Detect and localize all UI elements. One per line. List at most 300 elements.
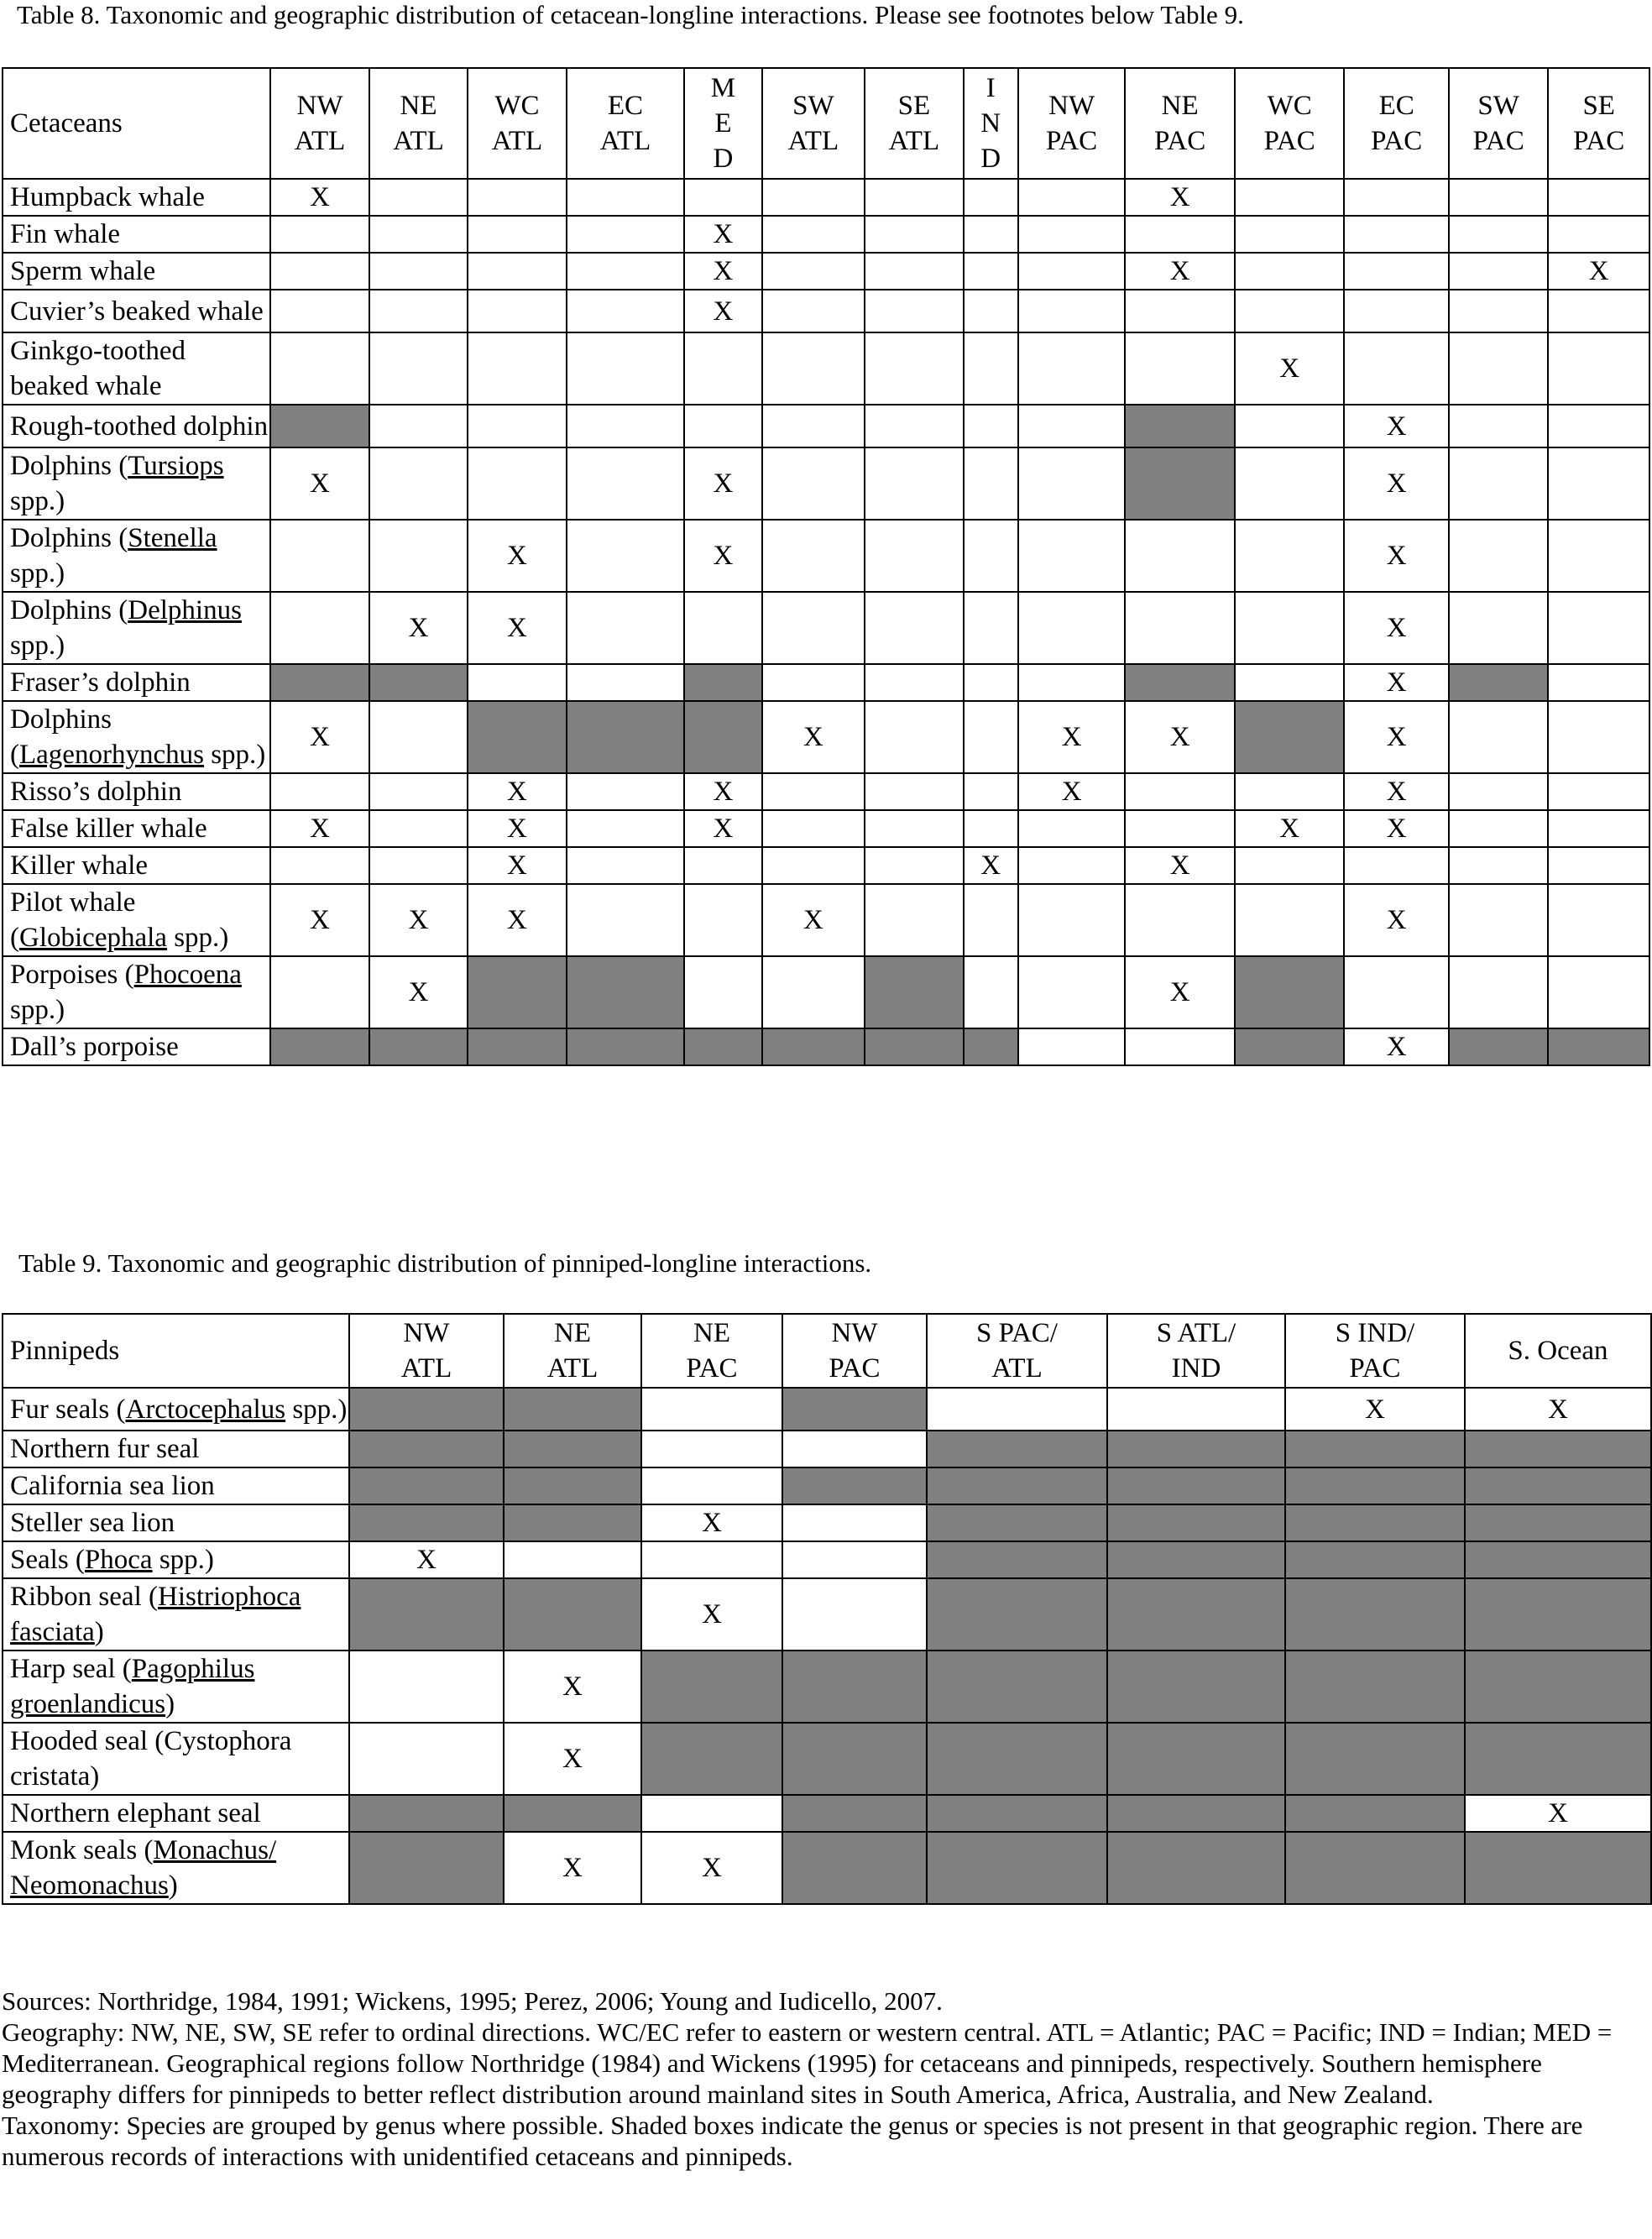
empty-cell (762, 447, 865, 520)
species-name: Killer whale (3, 847, 270, 884)
interaction-mark: X (1018, 773, 1126, 810)
interaction-mark: X (270, 447, 369, 520)
empty-cell (1449, 592, 1548, 664)
empty-cell (270, 332, 369, 405)
species-name: Dolphins (Stenella spp.) (3, 520, 270, 592)
empty-cell (782, 1431, 927, 1467)
empty-cell (641, 1795, 782, 1832)
empty-cell (1235, 847, 1345, 884)
empty-cell (369, 216, 468, 253)
empty-cell (1449, 179, 1548, 216)
footnote-geography: Geography: NW, NE, SW, SE refer to ordinal directions. WC/EC refer to eastern or western central. ATL = Atlantic; PAC = Pacific; IND = Indian; MED = Mediterranean. Geographical regions follow Northridge (1984) and Wickens (1995) for cetaceans and pinnipeds, respectively. Southern hemisphere geography differs for pinnipeds to better reflect distribution around mainland sites in South America, Africa, Australia, and New Zealand. (2, 2017, 1613, 2109)
shaded-cell (1107, 1650, 1285, 1723)
shaded-cell (349, 1832, 504, 1904)
empty-cell (964, 773, 1018, 810)
empty-cell (964, 884, 1018, 956)
interaction-mark: X (1344, 884, 1449, 956)
interaction-mark: X (641, 1832, 782, 1904)
empty-cell (369, 701, 468, 773)
empty-cell (1018, 332, 1126, 405)
table9-caption: Table 9. Taxonomic and geographic distribution of pinniped-longline interactions. (18, 1248, 872, 1278)
table-row (3, 179, 1649, 216)
species-name: Ginkgo-toothed beaked whale (3, 332, 270, 405)
empty-cell (270, 520, 369, 592)
table-row (3, 1541, 1651, 1578)
shaded-cell (1107, 1504, 1285, 1541)
empty-cell (684, 884, 761, 956)
species-name: Pilot whale (Globicephala spp.) (3, 884, 270, 956)
empty-cell (468, 216, 566, 253)
empty-cell (1344, 290, 1449, 332)
empty-cell (1018, 253, 1126, 290)
shaded-cell (1465, 1431, 1651, 1467)
empty-cell (782, 1504, 927, 1541)
interaction-mark: X (1125, 701, 1235, 773)
empty-cell (369, 810, 468, 847)
shaded-cell (1285, 1578, 1465, 1650)
interaction-mark: X (468, 520, 566, 592)
empty-cell (1449, 216, 1548, 253)
empty-cell (762, 847, 865, 884)
species-name: Porpoises (Phocoena spp.) (3, 956, 270, 1028)
shaded-cell (1107, 1541, 1285, 1578)
shaded-cell (762, 1028, 865, 1065)
empty-cell (1235, 216, 1345, 253)
table-row (3, 332, 1649, 405)
empty-cell (567, 884, 685, 956)
region-header: S ATL/ IND (1107, 1314, 1285, 1388)
interaction-mark: X (468, 847, 566, 884)
shaded-cell (1465, 1723, 1651, 1795)
empty-cell (964, 520, 1018, 592)
region-header: I N D (964, 68, 1018, 179)
empty-cell (1548, 405, 1649, 447)
region-header: NW PAC (1018, 68, 1126, 179)
empty-cell (1344, 216, 1449, 253)
empty-cell (641, 1467, 782, 1504)
empty-cell (865, 405, 963, 447)
shaded-cell (927, 1541, 1107, 1578)
empty-cell (964, 810, 1018, 847)
empty-cell (782, 1541, 927, 1578)
empty-cell (762, 290, 865, 332)
empty-cell (1548, 810, 1649, 847)
table-footnotes (2, 1985, 1647, 2172)
empty-cell (567, 664, 685, 701)
table-row (3, 701, 1649, 773)
empty-cell (1449, 810, 1548, 847)
shaded-cell (468, 956, 566, 1028)
species-name: Fin whale (3, 216, 270, 253)
species-name: Dolphins (Delphinus spp.) (3, 592, 270, 664)
empty-cell (270, 592, 369, 664)
empty-cell (684, 332, 761, 405)
empty-cell (1018, 405, 1126, 447)
empty-cell (1018, 847, 1126, 884)
region-header: NE PAC (1125, 68, 1235, 179)
empty-cell (567, 290, 685, 332)
empty-cell (567, 332, 685, 405)
empty-cell (865, 216, 963, 253)
empty-cell (1125, 592, 1235, 664)
cetacean-header: Cetaceans (3, 68, 270, 179)
shaded-cell (270, 664, 369, 701)
empty-cell (641, 1388, 782, 1431)
empty-cell (964, 664, 1018, 701)
interaction-mark: X (349, 1541, 504, 1578)
shaded-cell (1285, 1650, 1465, 1723)
empty-cell (504, 1541, 641, 1578)
empty-cell (1449, 520, 1548, 592)
shaded-cell (865, 1028, 963, 1065)
species-name: Fur seals (Arctocephalus spp.) (3, 1388, 349, 1431)
shaded-cell (504, 1795, 641, 1832)
empty-cell (369, 773, 468, 810)
empty-cell (1018, 520, 1126, 592)
empty-cell (1235, 290, 1345, 332)
region-header: EC ATL (567, 68, 685, 179)
table-row (3, 405, 1649, 447)
shaded-cell (1107, 1431, 1285, 1467)
empty-cell (1018, 664, 1126, 701)
cetacean-table-body (3, 179, 1649, 1065)
interaction-mark: X (684, 253, 761, 290)
shaded-cell (684, 1028, 761, 1065)
species-name: Ribbon seal (Histriophoca fasciata) (3, 1578, 349, 1650)
shaded-cell (1465, 1467, 1651, 1504)
shaded-cell (927, 1832, 1107, 1904)
shaded-cell (349, 1431, 504, 1467)
interaction-mark: X (1235, 332, 1345, 405)
shaded-cell (865, 956, 963, 1028)
table-row (3, 1795, 1651, 1832)
region-header: NE ATL (504, 1314, 641, 1388)
interaction-mark: X (1344, 810, 1449, 847)
empty-cell (684, 405, 761, 447)
shaded-cell (1235, 701, 1345, 773)
shaded-cell (1465, 1650, 1651, 1723)
empty-cell (1018, 592, 1126, 664)
empty-cell (865, 810, 963, 847)
shaded-cell (782, 1832, 927, 1904)
shaded-cell (349, 1504, 504, 1541)
empty-cell (1548, 956, 1649, 1028)
shaded-cell (782, 1467, 927, 1504)
empty-cell (1548, 773, 1649, 810)
empty-cell (468, 447, 566, 520)
interaction-mark: X (684, 290, 761, 332)
table-row (3, 447, 1649, 520)
interaction-mark: X (504, 1832, 641, 1904)
shaded-cell (349, 1795, 504, 1832)
empty-cell (1344, 956, 1449, 1028)
empty-cell (1344, 253, 1449, 290)
interaction-mark: X (641, 1578, 782, 1650)
empty-cell (1344, 332, 1449, 405)
table8-caption: Table 8. Taxonomic and geographic distribution of cetacean-longline interactions. Please see footnotes below Table 9. (17, 0, 1244, 29)
species-name: Humpback whale (3, 179, 270, 216)
shaded-cell (468, 701, 566, 773)
species-name: Harp seal (Pagophilus groenlandicus) (3, 1650, 349, 1723)
empty-cell (762, 664, 865, 701)
interaction-mark: X (1344, 773, 1449, 810)
shaded-cell (1285, 1504, 1465, 1541)
interaction-mark: X (1344, 701, 1449, 773)
interaction-mark: X (369, 884, 468, 956)
empty-cell (865, 592, 963, 664)
empty-cell (567, 773, 685, 810)
species-name: Fraser’s dolphin (3, 664, 270, 701)
species-name: Rough-toothed dolphin (3, 405, 270, 447)
empty-cell (865, 847, 963, 884)
shaded-cell (1107, 1832, 1285, 1904)
pinniped-header: Pinnipeds (3, 1314, 349, 1388)
shaded-cell (927, 1467, 1107, 1504)
shaded-cell (1107, 1795, 1285, 1832)
shaded-cell (1125, 447, 1235, 520)
empty-cell (270, 773, 369, 810)
shaded-cell (369, 664, 468, 701)
empty-cell (865, 290, 963, 332)
empty-cell (684, 592, 761, 664)
region-header: NE ATL (369, 68, 468, 179)
table-row (3, 847, 1649, 884)
empty-cell (762, 216, 865, 253)
empty-cell (1018, 884, 1126, 956)
species-name: Monk seals (Monachus/ Neomonachus) (3, 1832, 349, 1904)
table-row (3, 956, 1649, 1028)
shaded-cell (504, 1388, 641, 1431)
empty-cell (762, 592, 865, 664)
empty-cell (567, 216, 685, 253)
empty-cell (1548, 332, 1649, 405)
empty-cell (927, 1388, 1107, 1431)
species-name: Hooded seal (Cystophora cristata) (3, 1723, 349, 1795)
region-header: EC PAC (1344, 68, 1449, 179)
empty-cell (1018, 216, 1126, 253)
empty-cell (964, 447, 1018, 520)
empty-cell (270, 847, 369, 884)
shaded-cell (270, 1028, 369, 1065)
empty-cell (762, 956, 865, 1028)
empty-cell (1018, 179, 1126, 216)
empty-cell (684, 847, 761, 884)
table-row (3, 290, 1649, 332)
region-header: SE PAC (1548, 68, 1649, 179)
empty-cell (369, 290, 468, 332)
shaded-cell (1465, 1541, 1651, 1578)
empty-cell (762, 773, 865, 810)
empty-cell (641, 1431, 782, 1467)
table-row (3, 1650, 1651, 1723)
shaded-cell (349, 1467, 504, 1504)
empty-cell (567, 810, 685, 847)
interaction-mark: X (504, 1650, 641, 1723)
species-name: Northern fur seal (3, 1431, 349, 1467)
empty-cell (567, 405, 685, 447)
empty-cell (865, 884, 963, 956)
shaded-cell (1285, 1467, 1465, 1504)
empty-cell (865, 253, 963, 290)
empty-cell (1125, 290, 1235, 332)
empty-cell (1125, 884, 1235, 956)
empty-cell (684, 956, 761, 1028)
region-header: S. Ocean (1465, 1314, 1651, 1388)
shaded-cell (1548, 1028, 1649, 1065)
shaded-cell (504, 1467, 641, 1504)
empty-cell (1449, 773, 1548, 810)
interaction-mark: X (1125, 956, 1235, 1028)
interaction-mark: X (468, 592, 566, 664)
empty-cell (1449, 956, 1548, 1028)
cetacean-table (2, 67, 1650, 1066)
empty-cell (369, 520, 468, 592)
interaction-mark: X (1344, 405, 1449, 447)
interaction-mark: X (762, 884, 865, 956)
shaded-cell (567, 701, 685, 773)
shaded-cell (1465, 1578, 1651, 1650)
table-row (3, 1388, 1651, 1431)
interaction-mark: X (369, 956, 468, 1028)
table-row (3, 1723, 1651, 1795)
empty-cell (1235, 520, 1345, 592)
interaction-mark: X (1344, 1028, 1449, 1065)
table-row (3, 1431, 1651, 1467)
interaction-mark: X (684, 520, 761, 592)
pinniped-table-body (3, 1388, 1651, 1904)
empty-cell (1449, 884, 1548, 956)
empty-cell (567, 179, 685, 216)
empty-cell (1018, 290, 1126, 332)
empty-cell (1548, 664, 1649, 701)
empty-cell (1449, 847, 1548, 884)
interaction-mark: X (369, 592, 468, 664)
empty-cell (1548, 847, 1649, 884)
species-name: False killer whale (3, 810, 270, 847)
shaded-cell (684, 701, 761, 773)
shaded-cell (927, 1723, 1107, 1795)
empty-cell (1018, 1028, 1126, 1065)
species-name: Northern elephant seal (3, 1795, 349, 1832)
empty-cell (567, 520, 685, 592)
interaction-mark: X (684, 216, 761, 253)
shaded-cell (567, 1028, 685, 1065)
empty-cell (270, 290, 369, 332)
empty-cell (1449, 701, 1548, 773)
empty-cell (964, 956, 1018, 1028)
table-row (3, 773, 1649, 810)
shaded-cell (1107, 1467, 1285, 1504)
region-header: S PAC/ ATL (927, 1314, 1107, 1388)
empty-cell (1235, 592, 1345, 664)
interaction-mark: X (1344, 447, 1449, 520)
species-name: Dolphins (Lagenorhynchus spp.) (3, 701, 270, 773)
empty-cell (964, 179, 1018, 216)
empty-cell (762, 810, 865, 847)
table-row (3, 520, 1649, 592)
shaded-cell (782, 1795, 927, 1832)
empty-cell (369, 405, 468, 447)
table-row (3, 1467, 1651, 1504)
empty-cell (964, 405, 1018, 447)
region-header: NW PAC (782, 1314, 927, 1388)
pinniped-table (2, 1313, 1652, 1905)
empty-cell (1235, 405, 1345, 447)
empty-cell (1125, 216, 1235, 253)
empty-cell (964, 290, 1018, 332)
empty-cell (270, 956, 369, 1028)
shaded-cell (1285, 1832, 1465, 1904)
shaded-cell (270, 405, 369, 447)
empty-cell (1125, 810, 1235, 847)
interaction-mark: X (270, 179, 369, 216)
shaded-cell (641, 1650, 782, 1723)
empty-cell (762, 520, 865, 592)
empty-cell (1125, 773, 1235, 810)
region-header: NW ATL (270, 68, 369, 179)
region-header: SE ATL (865, 68, 963, 179)
empty-cell (1235, 179, 1345, 216)
empty-cell (1548, 447, 1649, 520)
empty-cell (369, 847, 468, 884)
region-header: SW ATL (762, 68, 865, 179)
empty-cell (468, 253, 566, 290)
interaction-mark: X (270, 701, 369, 773)
species-name: Sperm whale (3, 253, 270, 290)
empty-cell (782, 1578, 927, 1650)
shaded-cell (1285, 1431, 1465, 1467)
shaded-cell (927, 1578, 1107, 1650)
empty-cell (1018, 956, 1126, 1028)
empty-cell (567, 592, 685, 664)
empty-cell (567, 447, 685, 520)
species-name: Seals (Phoca spp.) (3, 1541, 349, 1578)
empty-cell (762, 253, 865, 290)
empty-cell (468, 179, 566, 216)
species-name: Risso’s dolphin (3, 773, 270, 810)
species-name: California sea lion (3, 1467, 349, 1504)
empty-cell (865, 520, 963, 592)
empty-cell (1548, 592, 1649, 664)
empty-cell (1235, 253, 1345, 290)
empty-cell (567, 253, 685, 290)
species-name: Steller sea lion (3, 1504, 349, 1541)
empty-cell (468, 405, 566, 447)
region-header: S IND/ PAC (1285, 1314, 1465, 1388)
empty-cell (1449, 253, 1548, 290)
empty-cell (865, 447, 963, 520)
interaction-mark: X (468, 884, 566, 956)
interaction-mark: X (1125, 253, 1235, 290)
empty-cell (865, 179, 963, 216)
shaded-cell (1125, 664, 1235, 701)
empty-cell (1449, 447, 1548, 520)
empty-cell (865, 664, 963, 701)
shaded-cell (1107, 1578, 1285, 1650)
empty-cell (865, 773, 963, 810)
empty-cell (1125, 1028, 1235, 1065)
empty-cell (1548, 216, 1649, 253)
shaded-cell (927, 1431, 1107, 1467)
empty-cell (468, 664, 566, 701)
empty-cell (762, 405, 865, 447)
empty-cell (468, 332, 566, 405)
interaction-mark: X (1465, 1795, 1651, 1832)
empty-cell (1548, 884, 1649, 956)
shaded-cell (1449, 664, 1548, 701)
empty-cell (1449, 290, 1548, 332)
empty-cell (1235, 447, 1345, 520)
